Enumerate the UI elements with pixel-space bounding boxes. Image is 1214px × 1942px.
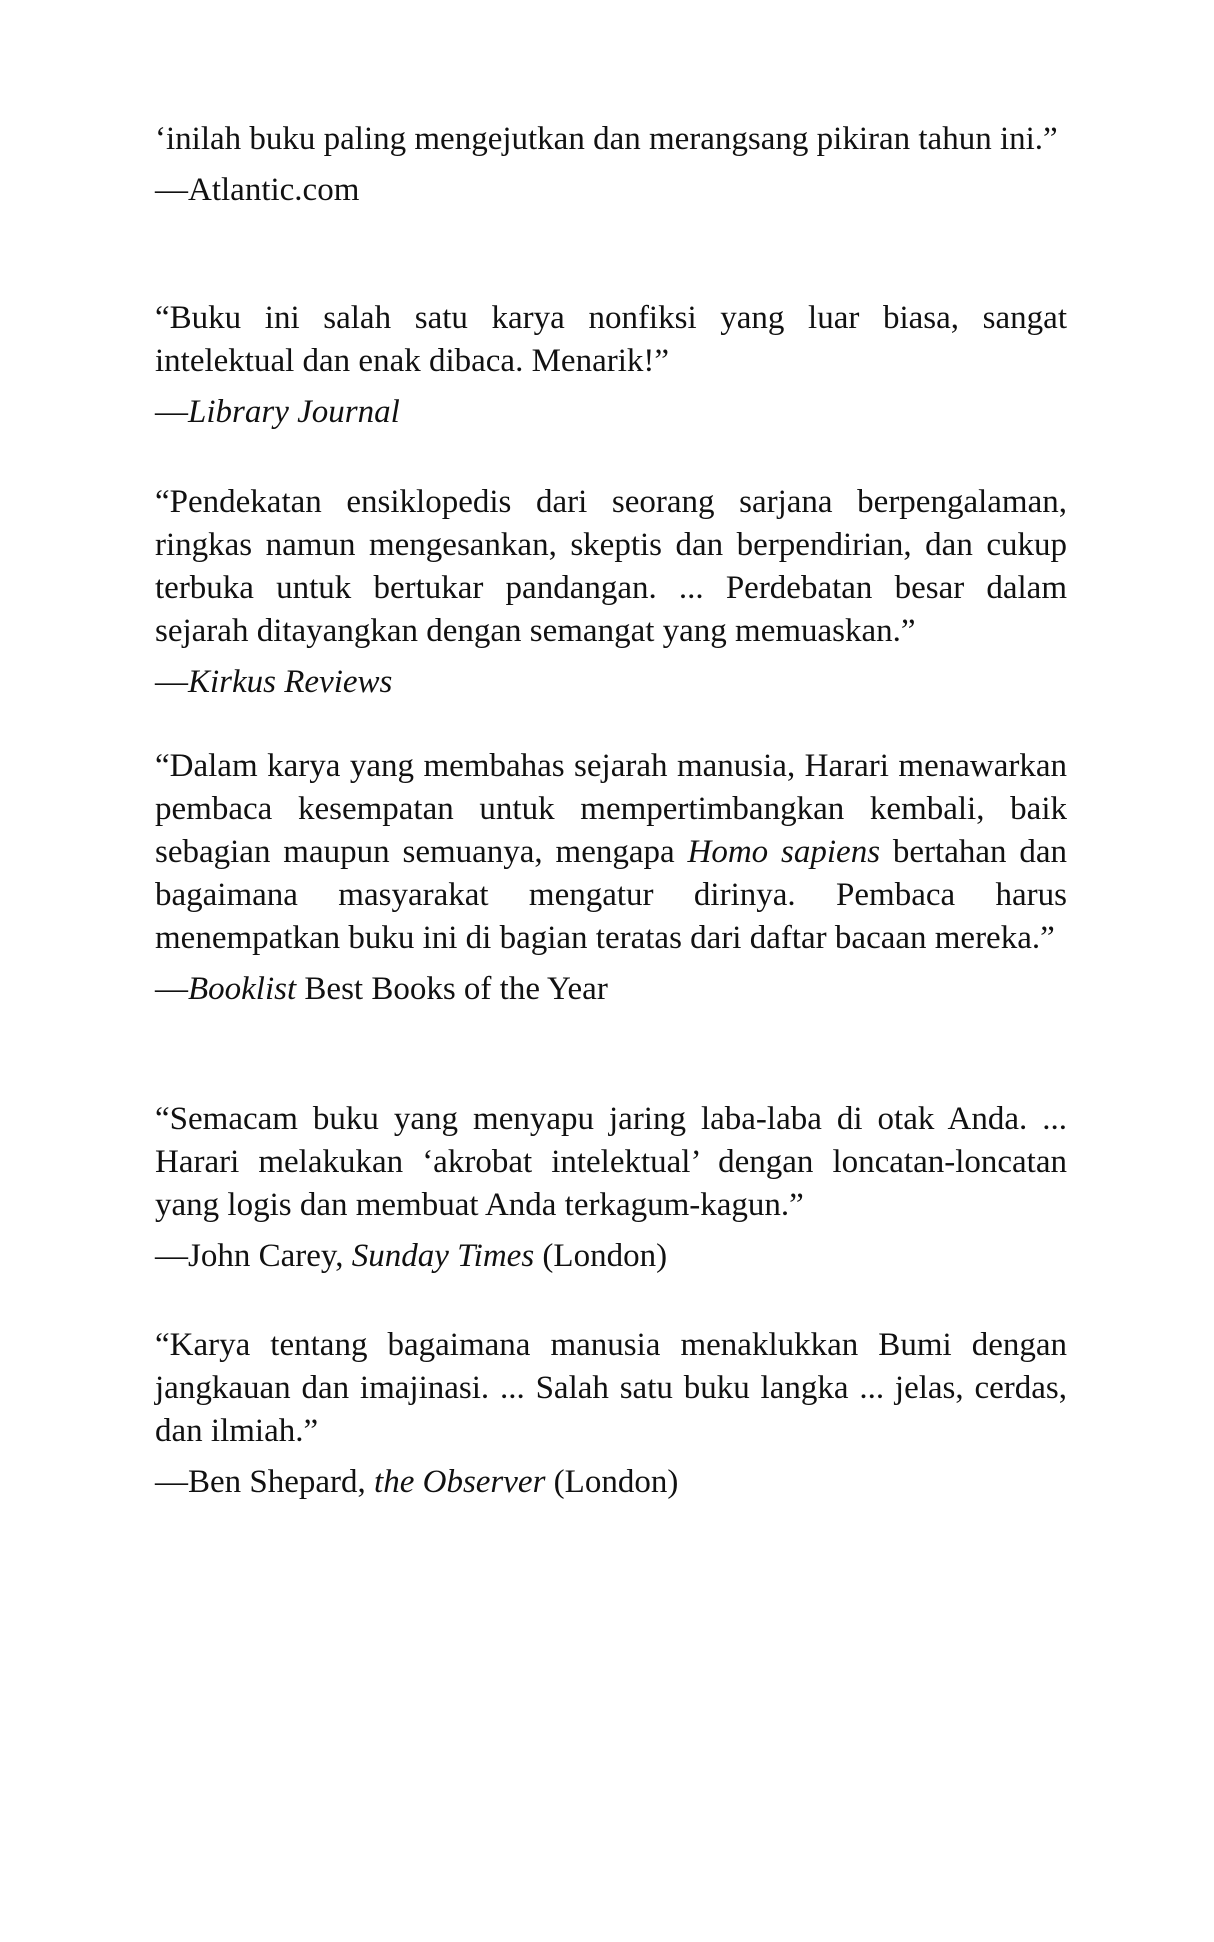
blurb-quote: “Buku ini salah satu karya nonfiksi yang luar biasa, sangat intelektual dan enak dibaca. Menarik!” xyxy=(155,300,1067,379)
quote-text: bertahan dan bagaimana masyarakat mengatur dirinya. Pembaca harus menempatkan buku ini di bagian teratas dari daftar bacaan mereka.” xyxy=(155,834,1068,956)
blurb-attribution xyxy=(155,968,1067,1011)
em-dash: — xyxy=(155,1464,188,1500)
blurb-quote: ‘inilah buku paling mengejutkan dan merangsang pikiran tahun ini.” xyxy=(155,121,1058,157)
quote-species-name: Homo sapiens xyxy=(687,834,881,870)
blurb-atlantic xyxy=(155,118,1067,212)
blurb-sunday-times xyxy=(155,1098,1067,1278)
blurb-attribution xyxy=(155,1235,1067,1278)
em-dash: — xyxy=(155,1238,188,1274)
attribution-source: Atlantic.com xyxy=(188,172,360,208)
blurb-quote: “Pendekatan ensiklopedis dari seorang sarjana berpengalaman, ringkas namun mengesankan, skeptis dan berpendirian, dan cukup terbuka untuk bertukar pandangan. ... Perdebatan besar dalam sejarah ditayangkan dengan semangat yang memuaskan.” xyxy=(155,484,1067,649)
em-dash: — xyxy=(155,394,188,430)
attribution-location: (London) xyxy=(534,1238,668,1274)
blurb-attribution xyxy=(155,169,1067,212)
em-dash: — xyxy=(155,664,188,700)
blurb-the-observer xyxy=(155,1324,1067,1504)
attribution-source: Library Journal xyxy=(188,394,400,430)
blurb-kirkus-reviews xyxy=(155,481,1067,704)
em-dash: — xyxy=(155,971,188,1007)
attribution-source: Kirkus Reviews xyxy=(188,664,393,700)
blurb-quote: “Karya tentang bagaimana manusia menaklukkan Bumi dengan jangkauan dan imajinasi. ... Salah satu buku langka ... jelas, cerdas, dan ilmiah.” xyxy=(155,1327,1067,1449)
attribution-source: the Observer xyxy=(374,1464,546,1500)
quote-text: “Dalam karya yang membahas sejarah manusia, Harari menawarkan pembaca kesempatan untuk mempertimbangkan kembali, baik sebagian maupun semuanya, mengapa xyxy=(155,748,1067,870)
attribution-author: John Carey, xyxy=(188,1238,352,1274)
blurb-attribution xyxy=(155,391,1067,434)
attribution-note: Best Books of the Year xyxy=(296,971,608,1007)
attribution-location: (London) xyxy=(545,1464,679,1500)
em-dash: — xyxy=(155,172,188,208)
blurb-quote xyxy=(155,745,1067,960)
attribution-author: Ben Shepard, xyxy=(188,1464,375,1500)
attribution-source: Sunday Times xyxy=(351,1238,535,1274)
blurb-quote: “Semacam buku yang menyapu jaring laba-laba di otak Anda. ... Harari melakukan ‘akrobat intelektual’ dengan loncatan-loncatan yang logis dan membuat Anda terkagum-kagun.” xyxy=(155,1101,1067,1223)
blurb-booklist xyxy=(155,745,1067,1011)
blurb-attribution xyxy=(155,661,1067,704)
blurb-library-journal xyxy=(155,297,1067,434)
blurb-attribution xyxy=(155,1461,1067,1504)
attribution-source: Booklist xyxy=(188,971,297,1007)
